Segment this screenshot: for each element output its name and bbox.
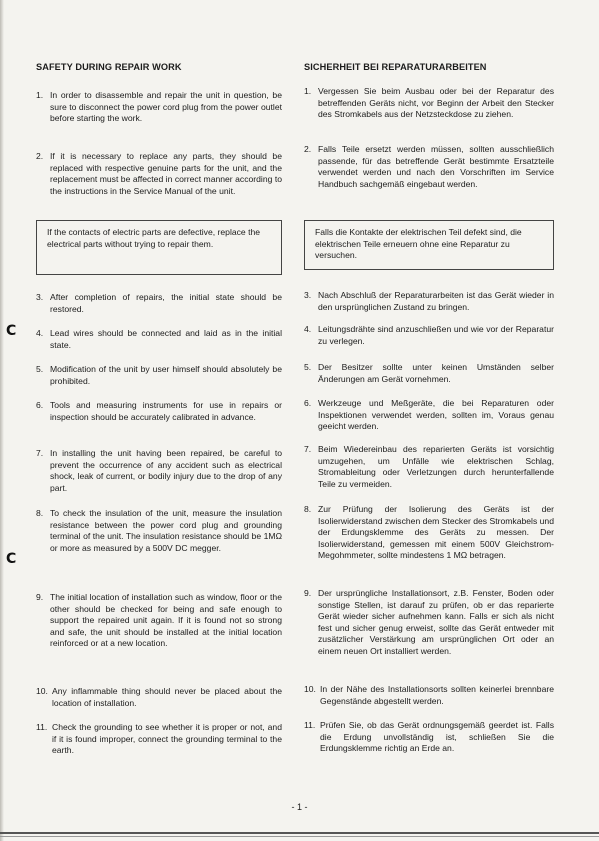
english-heading: SAFETY DURING REPAIR WORK [36,62,182,72]
german-item-11: 11. Prüfen Sie, ob das Gerät ordnungsgemäß geerdet ist. Falls die Erdung unvollständig ist, schließen Sie die Erdungsklemme richtig an Erde an. [304,720,554,754]
english-item-6: 6. Tools and measuring instruments for use in repairs or inspection should be accurately calibrated in advance. [36,400,282,422]
german-item-6: 6. Werkzeuge und Meßgeräte, die bei Reparaturen oder Inspektionen verwendet werden, sollten im, Voraus genau geeicht werden. [304,398,554,432]
english-item-10: 10. Any inflammable thing should never be placed about the location of installation. [36,686,282,708]
german-item-5: 5. Der Besitzer sollte unter keinen Umständen selber Änderungen am Gerät vornehmen. [304,362,554,384]
english-item-3: 3. After completion of repairs, the initial state should be restored. [36,292,282,314]
english-item-1: 1. In order to disassemble and repair the unit in question, be sure to disconnect the power cord plug from the power outlet before starting the work. [36,90,282,124]
page-number: - 1 - [291,802,308,812]
german-item-4: 4. Leitungsdrähte sind anzuschließen und wie vor der Reparatur zu verlegen. [304,324,554,346]
german-item-10: 10. In der Nähe des Installationsorts sollten keinerlei brennbare Gegenstände abgestellt werden. [304,684,554,706]
german-item-3: 3. Nach Abschluß der Reparaturarbeiten ist das Gerät wieder in den ursprünglichen Zustand zu bringen. [304,290,554,312]
german-warning-box: Falls die Kontakte der elektrischen Teil defekt sind, die elektrischen Teile erneuern ohne eine Reparatur zu versuchen. [304,220,554,270]
english-item-11: 11. Check the grounding to see whether it is proper or not, and if it is found improper, connect the grounding terminal to the earth. [36,722,282,756]
bottom-border-line [0,832,599,834]
english-warning-box: If the contacts of electric parts are defective, replace the electrical parts without trying to repair them. [36,220,282,275]
english-item-7: 7. In installing the unit having been repaired, be careful to prevent the occurrence of any accident such as electrical shock, leak of current, or bodily injury due to the drop of any part. [36,448,282,493]
german-item-7: 7. Beim Wiedereinbau des reparierten Geräts ist vorsichtig umzugehen, um Unfälle wie elektrischen Schlag, Stromableitung oder Verletzungen durch herunterfallende Teile zu vermeiden. [304,444,554,489]
scan-edge-shadow [0,0,4,841]
english-item-2: 2. If it is necessary to replace any parts, they should be replaced with respective genuine parts for the unit, and the replacement must be affected in correct manner according to the instructions in the Service Manual of the unit. [36,151,282,196]
german-heading: SICHERHEIT BEI REPARATURARBEITEN [304,62,487,72]
german-item-2: 2. Falls Teile ersetzt werden müssen, sollten ausschließlich passende, für das betreffende Gerät bestimmte Ersatzteile verwendet werden und nach den Vorschriften im Service Handbuch sachgemäß eingebaut werden. [304,144,554,189]
german-item-8: 8. Zur Prüfung der Isolierung des Geräts ist der Isolierwiderstand zwischen dem Stecker des Stromkabels und der Erdungsklemme des Geräts zu messen. Der Isolierwiderstand, gemessen mit einem 500V Gleichstrom-Megohmmeter, sollte mindestens 1 MΩ betragen. [304,504,554,561]
english-item-4: 4. Lead wires should be connected and laid as in the initial state. [36,328,282,350]
binder-hole-mark: C [6,323,17,339]
binder-hole-mark: C [6,551,17,567]
english-item-5: 5. Modification of the unit by user himself should absolutely be prohibited. [36,364,282,386]
german-item-1: 1. Vergessen Sie beim Ausbau oder bei der Reparatur des betreffenden Geräts nicht, vor Beginn der Arbeit den Stecker des Stromkabels aus der Netzsteckdose zu ziehen. [304,86,554,120]
english-item-8: 8. To check the insulation of the unit, measure the insulation resistance between the power cord plug and grounding terminal of the unit. The insulation resistance should be 1MΩ or more as measured by a 500V DC megger. [36,508,282,553]
english-item-9: 9. The initial location of installation such as window, floor or the other should be checked for being and safe enough to support the repaired unit again. If it is found not so strong and safe, the unit should be installed at the initial location reinforced or at a new location. [36,592,282,649]
bottom-border-line-thin [0,836,599,837]
german-item-9: 9. Der ursprüngliche Installationsort, z.B. Fenster, Boden oder sonstige Stellen, ist darauf zu prüfen, ob er das reparierte Gerät wieder sicher aufnehmen kann. Falls er sich als nicht fest und sicher genug erweist, sollte das Gerät entweder mit zusätzlicher Verstärkung am ursprünglichen Ort oder an einem neuen Ort installiert werden. [304,588,554,656]
